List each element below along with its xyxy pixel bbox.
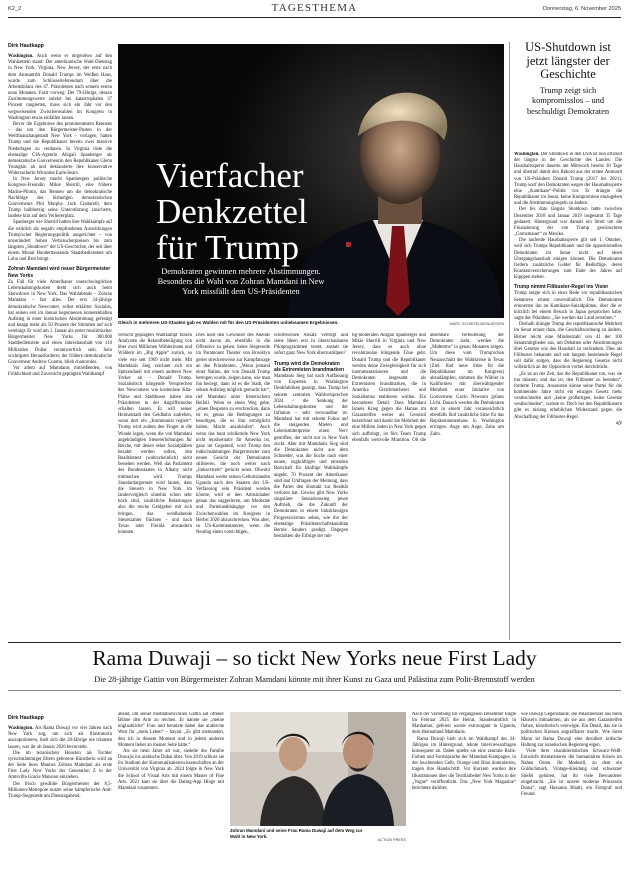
paragraph: „Es ist an der Zeit, das die Republikaner tun, was sie tun müssen, und das ist, den Filibuster zu beenden“, forderte Trump. Ansonsten könne seine Partei für die kommenden Jahre nicht ein einziges Gesetz mehr verabschieden und „keine großartigen, keine Gesetze verabschieden“, warnte er. Doch bei den Republikanern gibt es bislang erheblichen Widerstand gegen die Abschaffung der Filibuster-Regel. xyxy=(514,371,622,420)
couple-photo xyxy=(230,712,406,826)
paragraph: Rama Duwaji hielt sich im Wahlkampf des 34-Jährigen im Hintergrund, lehnte Interviewanfragen konsequent ab. Dabei spielte sie eine zentrale Rolle. Farben und Formsprache der Mamdani-Kampagne, in der leuchtenden Gelb, Orange und Blau dominierten, tragen ihre Handschrift. Vor Kurzem wurden ihre Illustrationen über die Textilarbeiter New Yorks in der „Vogue“ veröffentlicht. Das „New York Magazine“ berichtete darüber, xyxy=(412,736,516,791)
subheading: Trump wird die Demokraten als Extremisten brandmarken xyxy=(274,360,345,373)
lead-photo xyxy=(118,44,504,318)
paragraph: Nach der Verlobung im vergangenen Dezember folgte im Februar 2025 die Heirat. Standesamtlich in Manhattan, gefeiert wurde extravagant in Uganda, dem Heimatland Mamdanis. xyxy=(412,712,516,736)
headline-line: für Trump xyxy=(156,228,299,267)
second-column-1 xyxy=(8,712,112,868)
article-column-3 xyxy=(196,333,270,639)
paragraph: Viele ihrer charakteristischen Schwarz-Weiß-Entwürfe thematisieren die humanitären Krisen im Nahen Osten. Ihr Modestil, zu dem ein Goldschmuck, Vintage-Kleidung und schwarzer Stiefel gehören, hat ihr viele Bewunderer eingebracht. „Sie ist unsere moderne Prinzessin Diana“, sagt Hassanin Bhatti, ein Fotograf und Freund. xyxy=(521,748,622,798)
page-header xyxy=(8,2,621,18)
main-headline xyxy=(156,158,308,266)
headline-line: Vierfacher xyxy=(156,156,304,195)
paragraph: tig-moderaten Abigail Spanberger und Mikie Sherrill in Virginia und New Jersey, dass es auch ohne revolutionäre klingende Töne geht. Donald Trump und die Republikaner werden deine Zwiegleisigkeit für sich instrumentalisieren und die Demokraten insgesamt als Extremisten brandmarken, die in Amerika Gleichmacherei und Sozialismus etablieren wollen. Ein besonderes Detail: Dass Mamdani Israels Krieg gegen die Hamas im Gazastreifen weiter als Genozid bezeichnet und damit die Mehrheit der eine Million Juden in New York gegen sich aufbringt, ist fürs Team Trump ebenfalls wertvolle Munition. Ob die absehbare Verteufelung der Demokraten zieht, werden die „Midterms“ in genau Monaten zeigen. Um diese vom Trump'schen Neuzuschnitt der Wahlkreise in Texas (Ziel: fünf neue Sitze für die Republikaner im Kongress) abzudämpfen, stimmen die Wähler in Kalifornien mit überwältigender Mehrheit einer Initiative von Gouverneur Gavin Newsom grünes Licht. Danach werden die Demokraten dort in einem Jahr voraussichtlich ebenfalls fünf zusätzliche Sitze für das Repräsentantenhaus in Washington erringen. Auge um Auge, Zahn um Zahn. xyxy=(352,333,504,443)
photo-credit: MARC SCHIEFELBEIN/AP/DPA xyxy=(449,322,504,326)
sidebar-headline: US-Shutdown ist jetzt längster der Geschichte xyxy=(525,40,611,81)
photo-caption: Gleich in mehreren US-Staaten gab es Wahlen mit für den US-Präsidenten unliebsamen Ergebnissen. xyxy=(118,320,339,325)
section-divider xyxy=(8,690,621,691)
dateline: Washington. xyxy=(8,54,34,60)
sidebar-subheadline: Trump zeigt sich kompromisslos – und beschuldigt Demokraten xyxy=(526,86,610,116)
paragraph: Trump zeigte sich in einer Rede vor republikanischen Senatoren erneut unversöhnlich. Die Demokraten erinnerten ihn an Kamikaze-Suizidpiloten, über die er kürzlich bei einem Besuch in Japan gesprochen habe, sagte der Präsident. „Sie werden das Land zerstören.“ xyxy=(514,291,622,322)
section-divider xyxy=(8,642,621,643)
article-column-2 xyxy=(118,333,192,639)
header-rule xyxy=(8,17,621,18)
second-subheadline: Die 28-jährige Gattin von Bürgermeister Zohran Mamdani könnte mit ihrer Kunst zu Gaza und Palästina zum Polit-Brennstoff werden xyxy=(94,675,535,684)
paragraph: Vor allem auf Mamdanis mitreißenden, von Fröhlichkeit und Zuversicht geprägten Wahlkampf xyxy=(8,366,112,378)
paragraph: Dies hielt den Gewinner des Abends nicht davon ab, ebenfalls in die Offensive zu gehen. Seine Siegesrede im Paramount Theater von Brooklyn geriet streckenweise zur Kampfansage an den Präsidenten. „Wenn jemand einer Nation, der von Donald Trump betrogen wurde, zeigen kann, wie man ihn besiegt, dann ist es die Stadt, die seinen Aufstieg möglich gemacht hat“, rief Mamdani unter frenetischem Beifall. Wenn es einen Weg gebe, „einen Despoten zu erschrecken, dann ist es, genau die Bedingungen zu beseitigen, die es ihm ermöglicht haben, Macht anzuhäufen“. Auch wenn das bunt schillernde New York nicht repräsentativ für Amerika ist, ganz im Gegenteil, wird Trump den indischstämmigen Bürgermeister zum neuen Gesicht der Demokraten stilisieren, die noch weiter nach „linksextrem“ gerückt seien. Obwohl Mamdani weder seinen Geburtslanden Uganda nach den Staaten der US-Verfassung sein Präsident werden könnte, wird er den Amtsinhaber genau das suggerieren, um Moderate und Parteiunabhängige vor den Zwischenwahlen im Kongress in Herbst 2026 abzuschrecken. Was aber, so US-Kommentatoren, wenn die Neuling einen vorsichtigen, xyxy=(196,333,270,535)
paragraph: Deshalb drängte Trump die republikanische Mehrheit im Senat erneut dazu, die Geschäftsordnung zu ändern. Bisher reicht eine Mindestzahl von 41 der 100 Senatsmitglieder aus, um Debatten oder Abstimmungen über Gesetze wie den Haushalt zu verhindern. Dies als Filibuster bekannte und seit langem bestehende Regel soll dafür sorgen, dass die Regierung Gesetze nicht willkürlich an der Opposition vorbei durchdrückt. xyxy=(514,322,622,371)
article-column-5 xyxy=(352,333,504,639)
paragraph: versicht geprägten Wahlkampf führen Analysten die Rekordbeteiligung von über zwei Millionen Wählerinnen und Wählern im „Big Apple“ zurück, so viele wie seit 1969 nicht mehr. Mit Mamdanis Sieg zeichnet sich ein Spitzenduell mit einem anderen New Yorker ab – Donald Trump. Sozialistisch klingende Versprechen des Newcomers wie kostenlose Kita-Plätze und Stadtbusse haben den Präsidenten in der Angriffsmodus schalten lassen. Er will seiner Heimatstadt den Geldhahn zudrehen, wenn dort ein „Kommunist regiert“. Trump wird zudem den Finger in die Wunde legen, wenn die von Mamdani angekündigten Steuererhöhungen für Reiche, mit denen seine Sozialpläben bezahlt werden sollen, den Realitätstest (wahrscheinlich) nicht bestehen werden. Weil das Parlament des Bundesstaates in Albany nicht mitmachen wird. Trumps Standardargument wird lauten, dass die Steuern in New York im landesvergleich ohnehin schon sehr hoch sind, zusätzliche Belastungen also die reiche Geldgeber mit sich bringen, das wohlhabende Steuerzahler flüchten – und nach Texas oder Florida abwandern könnten. xyxy=(118,333,192,535)
paragraph: Als sie neun Jahre alt war, siedelte die Familie Duwajis ins arabische Dubai über. Von 2019 schloss sie ihr Studium der Kommunikationswissenschaften an der Universität von Virginia ab. 2024 folgte in New York die School of Visual Arts mit einem Master of Fine Arts. 2021 kam sie über die Dating-App Hinge mit Mamdani zusammen. xyxy=(118,748,224,791)
sidebar-article xyxy=(514,152,622,640)
subheading: Trump nimmt Filibuster-Regel ins Visier xyxy=(514,284,609,291)
issue-date: Donnerstag, 6. November 2025 xyxy=(542,6,621,12)
paragraph: wie Duwaji Gegenstände, die Palästinenser aus ihren Häusern mitnahmen, als sie aus dem Gazastreifen flohen, künstlerisch verewigte. Ein Detail, das sie in politischen Kreisen angreifbarer macht. Wie ihren Mann ist Rama Duwaji eine dezidiert kritische Haltung zur israelischen Regierung eigen. xyxy=(521,712,622,748)
author-byline: Dirk Hautkapp xyxy=(8,715,44,721)
subheading: Zohran Mamdani wird neuer Bürgermeister New Yorks xyxy=(8,266,111,279)
second-column-4 xyxy=(521,712,622,868)
paragraph: Als Rama Duwaji vor vier Jahren nach New York zog, um sich als Illustratorin auszuprobieren, hielt sich die 28-Jährige nie träumen lassen, was ihr ab Januar 2026 bevorsteht. xyxy=(8,726,112,750)
article-column-4 xyxy=(274,333,348,639)
paragraph: Bevor die Ergebnisse des prominentesten Rennens – das um den Bürgermeister-Posten in der Weltfinanzhauptstadt New York – vorlagen, hatten Trump und die Republikaner bereits zwei massive Niederlagen zu verdauen. In Virginia löste die ehemalige CIA-Agentin Abigail Spanberger als demokratische Gouverneurin den Republikaner Glenn Youngkin ab und deklassierte ihre konservative Widersacherin Winsome Earle-Sears. xyxy=(8,121,112,177)
paragraph: Der frisch gewählte Bürgermeister der 8,5-Millionen-Metropole nutzte seine kämpferische Anti-Trump-Siegesrede am Dienstagabend, xyxy=(8,781,112,799)
photo-credit: ACTION PRESS xyxy=(377,838,406,842)
paragraph: Der Shutdown in den USA ist nun offiziell der längste in der Geschichte des Landes: Die Haushaltssperre dauerte am Mittwoch bereits 36 Tage und übertraf damit den Rekord aus der ersten Amtszeit von US-Präsident Donald Trump (2017 bis 2021). Trump warf den Demokraten wegen der Haushaltssperre eine „Kamikaze“-Politik vor. Er drängte die Republikaner im Senat, keine Kompromisse einzugehen und die Abstimmungsregeln zu ändern. xyxy=(514,152,622,207)
author-byline: Dirk Hautkapp xyxy=(8,43,44,49)
couple-image xyxy=(230,712,406,826)
paragraph: Zu Fall für viele Amerikaner unerschwinglichen Lebenshaltungskosten dreht sich auch beim Showdown in New York. Das Wahlabends – Zohran Mamdani – fast alles. Der erst 34-jährige demokratische Newcomer, selbst erklärter Sozialist, hat seinen erst im Januar begonnenen kometenhaften Aufstieg in einer historischen Abstimmung gefestigt und knapp mehr als 50 Prozent der Stimmen auf sich vereinigt. Er wird am 1. Januar als erster muslimischer Bürgermeister New Yorks für 300.000 Stadtbedienstete und einen Jahreshaushalt von 110 Milliarden Dollar verantwortlich sein. Sein wichtigster Herausforderer, der frühere demokratische Gouverneur Andrew Cuomo, blieb chancenlos. xyxy=(8,279,112,365)
section-title: TAGESTHEMA xyxy=(271,2,358,14)
paragraph: schrittweisen Ansatz verfolgt und seine Ideen erst in überschaubaren Pilotprogrammen testet, anstatt sie sofort ganz New York überzustülpen? xyxy=(274,333,348,357)
second-column-2 xyxy=(118,712,224,868)
article-column-1 xyxy=(8,40,112,640)
paragraph: Spanberger wie Sherrill hatten ihre Wahlkämpfe auf die wirklich als negativ empfundenen Auswirkungen Trump'scher Regierungspolitik ausgerichtet – von unverändert hohen Verbraucherpreisen bis zum längsten „Shutdown“ der US-Geschichte, der seit über einem Monat Hunderttausende Staatsbedienstete um Lohn und Brot bringt. xyxy=(8,220,112,263)
paragraph: abend, um seiner meditationsvollen Gattin auf offener Bühne den Arm zu reichen. Er nannte sie „meine unglaubliche“ Frau und benutzte dabei das arabische Wort für „mein Leben“ – hayati. „Es gibt niemanden, den ich in diesem Moment und in jedem anderen Moment lieber an meiner Seite hätte.“ xyxy=(118,712,224,748)
agency-tag: afp xyxy=(615,420,622,426)
second-column-3 xyxy=(412,712,516,868)
column-divider xyxy=(509,42,510,640)
paragraph: Auch wenn er nirgendwo auf den Wahlzetteln stand: Der amerikanische Wahl-Dienstag in New York, Virginia, New Jersey, der erste nach dem Amtsantritt Donald Trumps im Weißen Haus, wurde zum Schlüsselreferendum über die Arbeitsbilanz des 47. Präsidenten nach seinem ersten neun Monaten. Fazit vorweg: Der 79-Jährige, dessen Zustimmungswerte zuletzt bei katastrophalen 37 Prozent rangierten, muss sich ein Jahr vor den wegweisenden Zwischenwahlen im Kongress in Washington etwas einfallen lassen. xyxy=(8,54,112,121)
dateline: Washington. xyxy=(514,152,540,157)
photo-caption: Zohran Mamdani und seine Frau Rama Duwaji auf dem Weg zur Wahl in New York. xyxy=(230,828,363,839)
paragraph: Der bis dato längste Shutdown hatte zwischen Dezember 2018 und Januar 2019 insgesamt 35 Tage gedauert. Hintergrund war damals ein Streit um die Finanzierung der von Trump gewünschten „Grenzmauer“ zu Mexiko. xyxy=(514,207,622,238)
headline-line: Denkzettel xyxy=(156,192,308,231)
second-headline: Rama Duwaji – so tickt New Yorks neue First Lady xyxy=(92,646,537,670)
paragraph: Die laufende Haushaltssperre gilt seit 1. Oktober, weil sich Trumps Republikaner und die oppositionellen Demokraten im Senat nicht auf einen Übergangshaushalt einigen können. Die Demokraten fordern zusätzliche Gelder für Bedürftige, deren Krankenversicherungen zum Ende des Jahres auf Kipppen stehen. xyxy=(514,238,622,281)
page-number: K2_2 xyxy=(8,6,22,12)
paragraph: In New Jersey macht Spanbergers politische Kongress-Freundin Mikie Sherrill, eine frühere Marine-Pilotin, das Rennen um die demokratische Nachfolge des bisherigen demokratischen Gouverneurs Phil Murphy. Jack Ciattarelli, dem Trump halbherzig seine Unterstützung zusicherte, landete klar auf dem Verliererplatz. xyxy=(8,177,112,220)
dateline: Washington. xyxy=(8,726,34,732)
paragraph: Mamdanis Sieg hat nach Auffassung von Experten in Washington Denkfabriken gezeigt, dass Trump bei seinem zentralen Wahlversprechen 2024 – die Senkung der Lebenshaltungskosten und der Inflation – sehr verwundbar ist. Mamdani hat mit seinem Fokus auf die steigenden Mieten und Lebensmittelpreise einen Nerv getroffen, der nicht nur in New York zuckt. Aber mit Mamdanis Sieg sind die Demokraten nicht aus dem Schneider, was die Suche nach einer neuen, zugkräftigen und einenden Botschaft für künftige Wahlkämpfe angeht. 70 Prozent der Amerikaner sind laut Umfragen der Meinung, dass die Partei den Kontakt zur Realität verloren hat. Gewiss gibt New Yorks singulärer Sensationssieg jenen Auftrieb, die die Zukunft der Demokraten in einem linksklassigen Progressivismus sehen, wie ihn der ehemalige Präsidentschaftskandidat Bernie Sanders predigt. Dagegen bestärkten die Erfolge der mit- xyxy=(274,374,348,540)
main-deck: Demokraten gewinnen mehrere Abstimmungen. Besonders die Wahl von Zohran Mamdani in New York missfällt dem US-Präsidenten xyxy=(157,267,325,296)
paragraph: Die im texanischen Houston als Tochter syrischstämmiger Eltern geborene Künstlerin wird an der Seite ihres Mannes Zohran Mamdani als erste First Lady New Yorks der Generation Z in der Amtsvilla Gracie Mansion einziehen. xyxy=(8,750,112,781)
